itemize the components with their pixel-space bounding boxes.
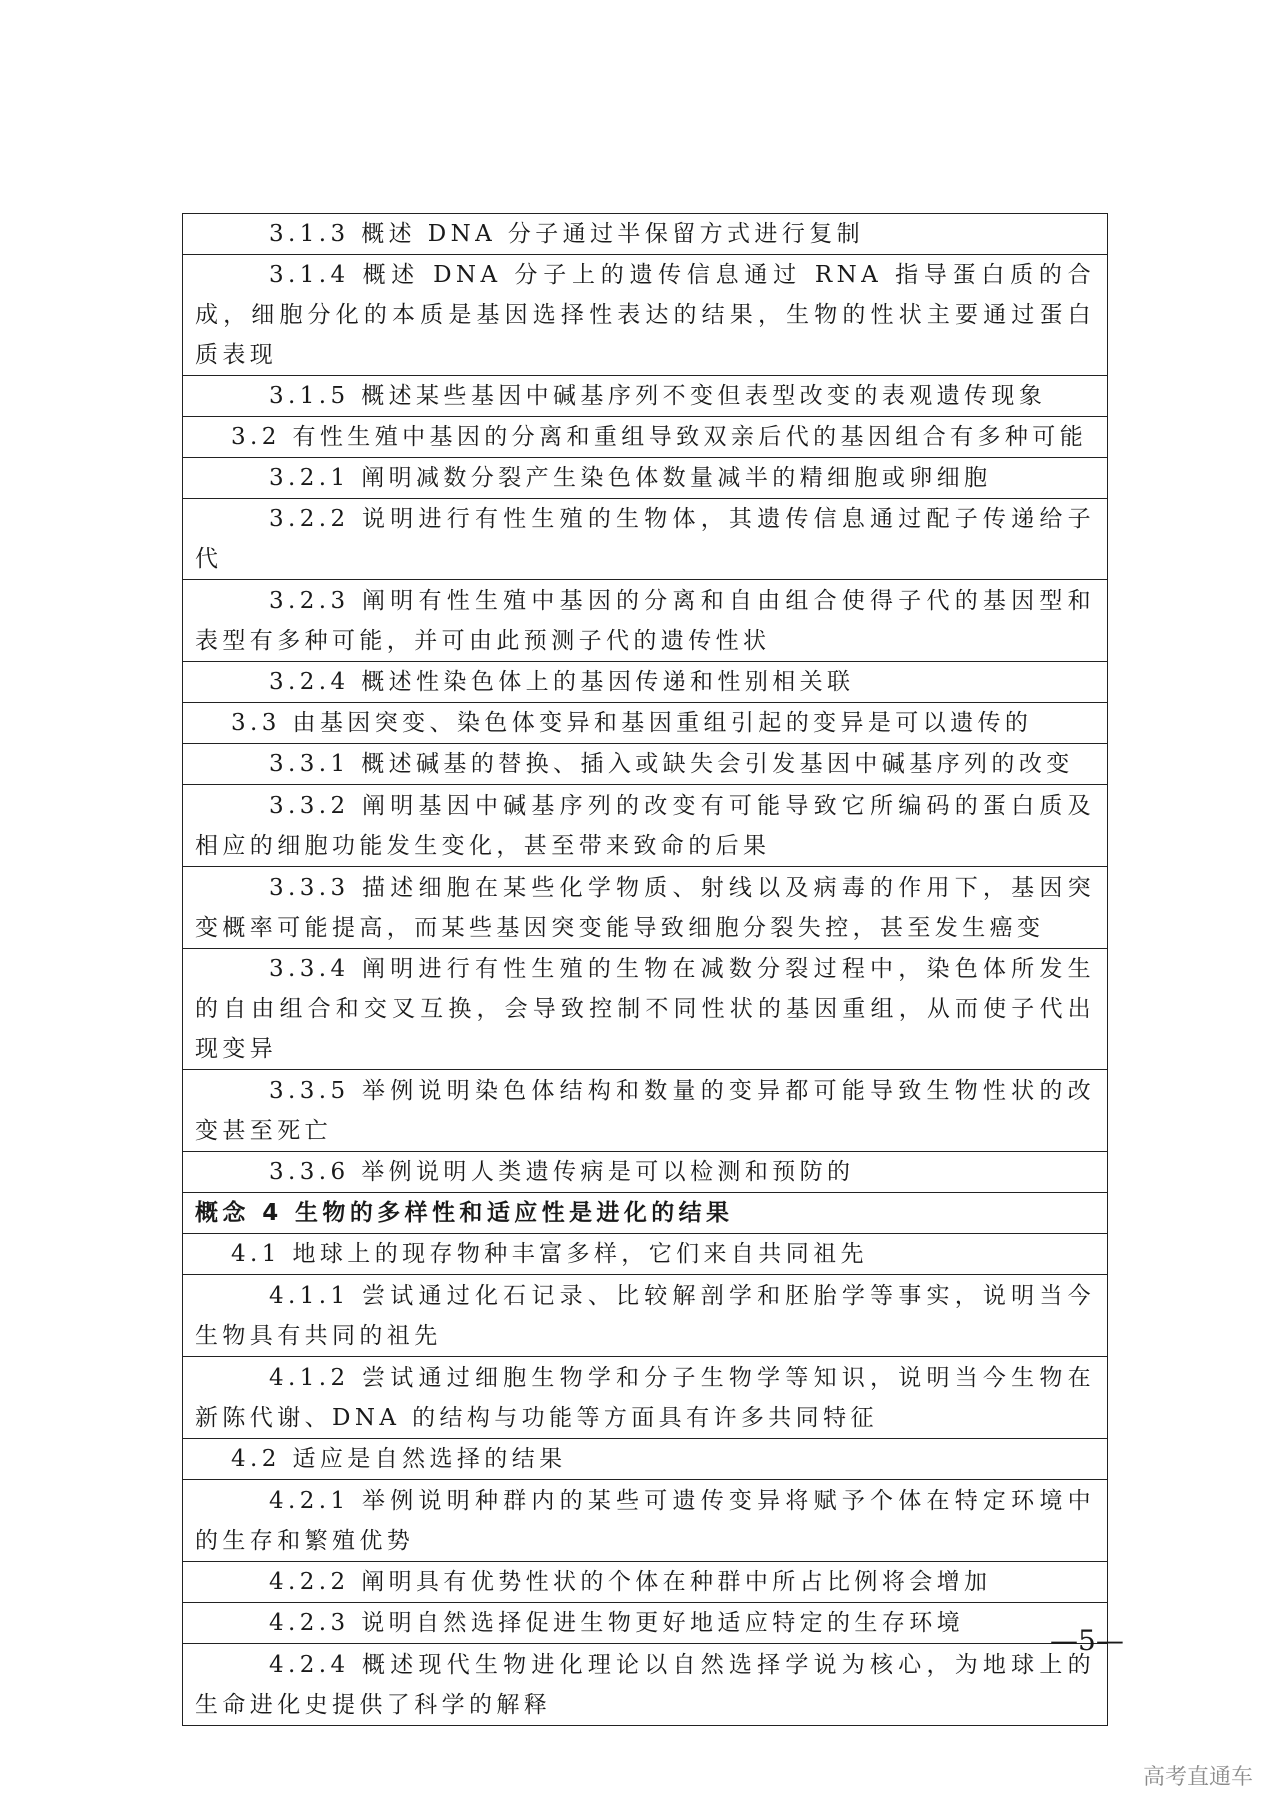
row-text: 4.2 适应是自然选择的结果 (183, 1439, 1108, 1480)
table-row (183, 1357, 1108, 1439)
row-text: 3.1.4 概述 DNA 分子上的遗传信息通过 RNA 指导蛋白质的合成，细胞分化的本质是基因选择性表达的结果，生物的性状主要通过蛋白质表现 (183, 255, 1108, 376)
table-row (183, 744, 1108, 785)
table-row (183, 214, 1108, 255)
row-text: 3.2.3 阐明有性生殖中基因的分离和自由组合使得子代的基因型和表型有多种可能，并可由此预测子代的遗传性状 (183, 580, 1108, 662)
row-text: 3.2.1 阐明减数分裂产生染色体数量减半的精细胞或卵细胞 (183, 458, 1108, 499)
row-text: 3.2 有性生殖中基因的分离和重组导致双亲后代的基因组合有多种可能 (183, 417, 1108, 458)
table-row (183, 1275, 1108, 1357)
table-row (183, 1562, 1108, 1603)
table-row (183, 255, 1108, 376)
concept-heading-row (183, 1193, 1108, 1234)
row-text: 4.1.1 尝试通过化石记录、比较解剖学和胚胎学等事实，说明当今生物具有共同的祖先 (183, 1275, 1108, 1357)
table-row (183, 1603, 1108, 1644)
table-row (183, 376, 1108, 417)
row-text: 4.1 地球上的现存物种丰富多样，它们来自共同祖先 (183, 1234, 1108, 1275)
row-text: 4.2.4 概述现代生物进化理论以自然选择学说为核心，为地球上的生命进化史提供了科学的解释 (183, 1644, 1108, 1726)
table-row (183, 1439, 1108, 1480)
table-row (183, 703, 1108, 744)
row-text: 3.1.5 概述某些基因中碱基序列不变但表型改变的表观遗传现象 (183, 376, 1108, 417)
row-text: 3.3.5 举例说明染色体结构和数量的变异都可能导致生物性状的改变甚至死亡 (183, 1070, 1108, 1152)
row-text: 4.2.1 举例说明种群内的某些可遗传变异将赋予个体在特定环境中的生存和繁殖优势 (183, 1480, 1108, 1562)
row-text: 3.3 由基因突变、染色体变异和基因重组引起的变异是可以遗传的 (183, 703, 1108, 744)
row-text: 4.1.2 尝试通过细胞生物学和分子生物学等知识，说明当今生物在新陈代谢、DNA 的结构与功能等方面具有许多共同特征 (183, 1357, 1108, 1439)
row-text: 4.2.2 阐明具有优势性状的个体在种群中所占比例将会增加 (183, 1562, 1108, 1603)
table-row (183, 949, 1108, 1070)
row-text: 3.3.4 阐明进行有性生殖的生物在减数分裂过程中，染色体所发生的自由组合和交叉互换，会导致控制不同性状的基因重组，从而使子代出现变异 (183, 949, 1108, 1070)
table-row (183, 1234, 1108, 1275)
table-row (183, 1152, 1108, 1193)
row-text: 3.1.3 概述 DNA 分子通过半保留方式进行复制 (183, 214, 1108, 255)
table-row (183, 580, 1108, 662)
row-text: 概念 4 生物的多样性和适应性是进化的结果 (183, 1193, 1108, 1234)
curriculum-table (182, 213, 1108, 1726)
table-row (183, 785, 1108, 867)
table-row (183, 1070, 1108, 1152)
row-text: 3.3.2 阐明基因中碱基序列的改变有可能导致它所编码的蛋白质及相应的细胞功能发生变化，甚至带来致命的后果 (183, 785, 1108, 867)
row-text: 3.3.1 概述碱基的替换、插入或缺失会引发基因中碱基序列的改变 (183, 744, 1108, 785)
table-row (183, 1480, 1108, 1562)
row-text: 3.2.2 说明进行有性生殖的生物体，其遗传信息通过配子传递给子代 (183, 499, 1108, 580)
watermark: 高考直通车 (1143, 1765, 1254, 1790)
table-row (183, 867, 1108, 949)
table-row (183, 417, 1108, 458)
row-text: 3.3.6 举例说明人类遗传病是可以检测和预防的 (183, 1152, 1108, 1193)
row-text: 4.2.3 说明自然选择促进生物更好地适应特定的生存环境 (183, 1603, 1108, 1644)
table-row (183, 1644, 1108, 1726)
row-text: 3.2.4 概述性染色体上的基因传递和性别相关联 (183, 662, 1108, 703)
table-row (183, 499, 1108, 580)
page-number: —5— (1050, 1624, 1124, 1657)
table-row (183, 458, 1108, 499)
row-text: 3.3.3 描述细胞在某些化学物质、射线以及病毒的作用下，基因突变概率可能提高，而某些基因突变能导致细胞分裂失控，甚至发生癌变 (183, 867, 1108, 949)
table-row (183, 662, 1108, 703)
